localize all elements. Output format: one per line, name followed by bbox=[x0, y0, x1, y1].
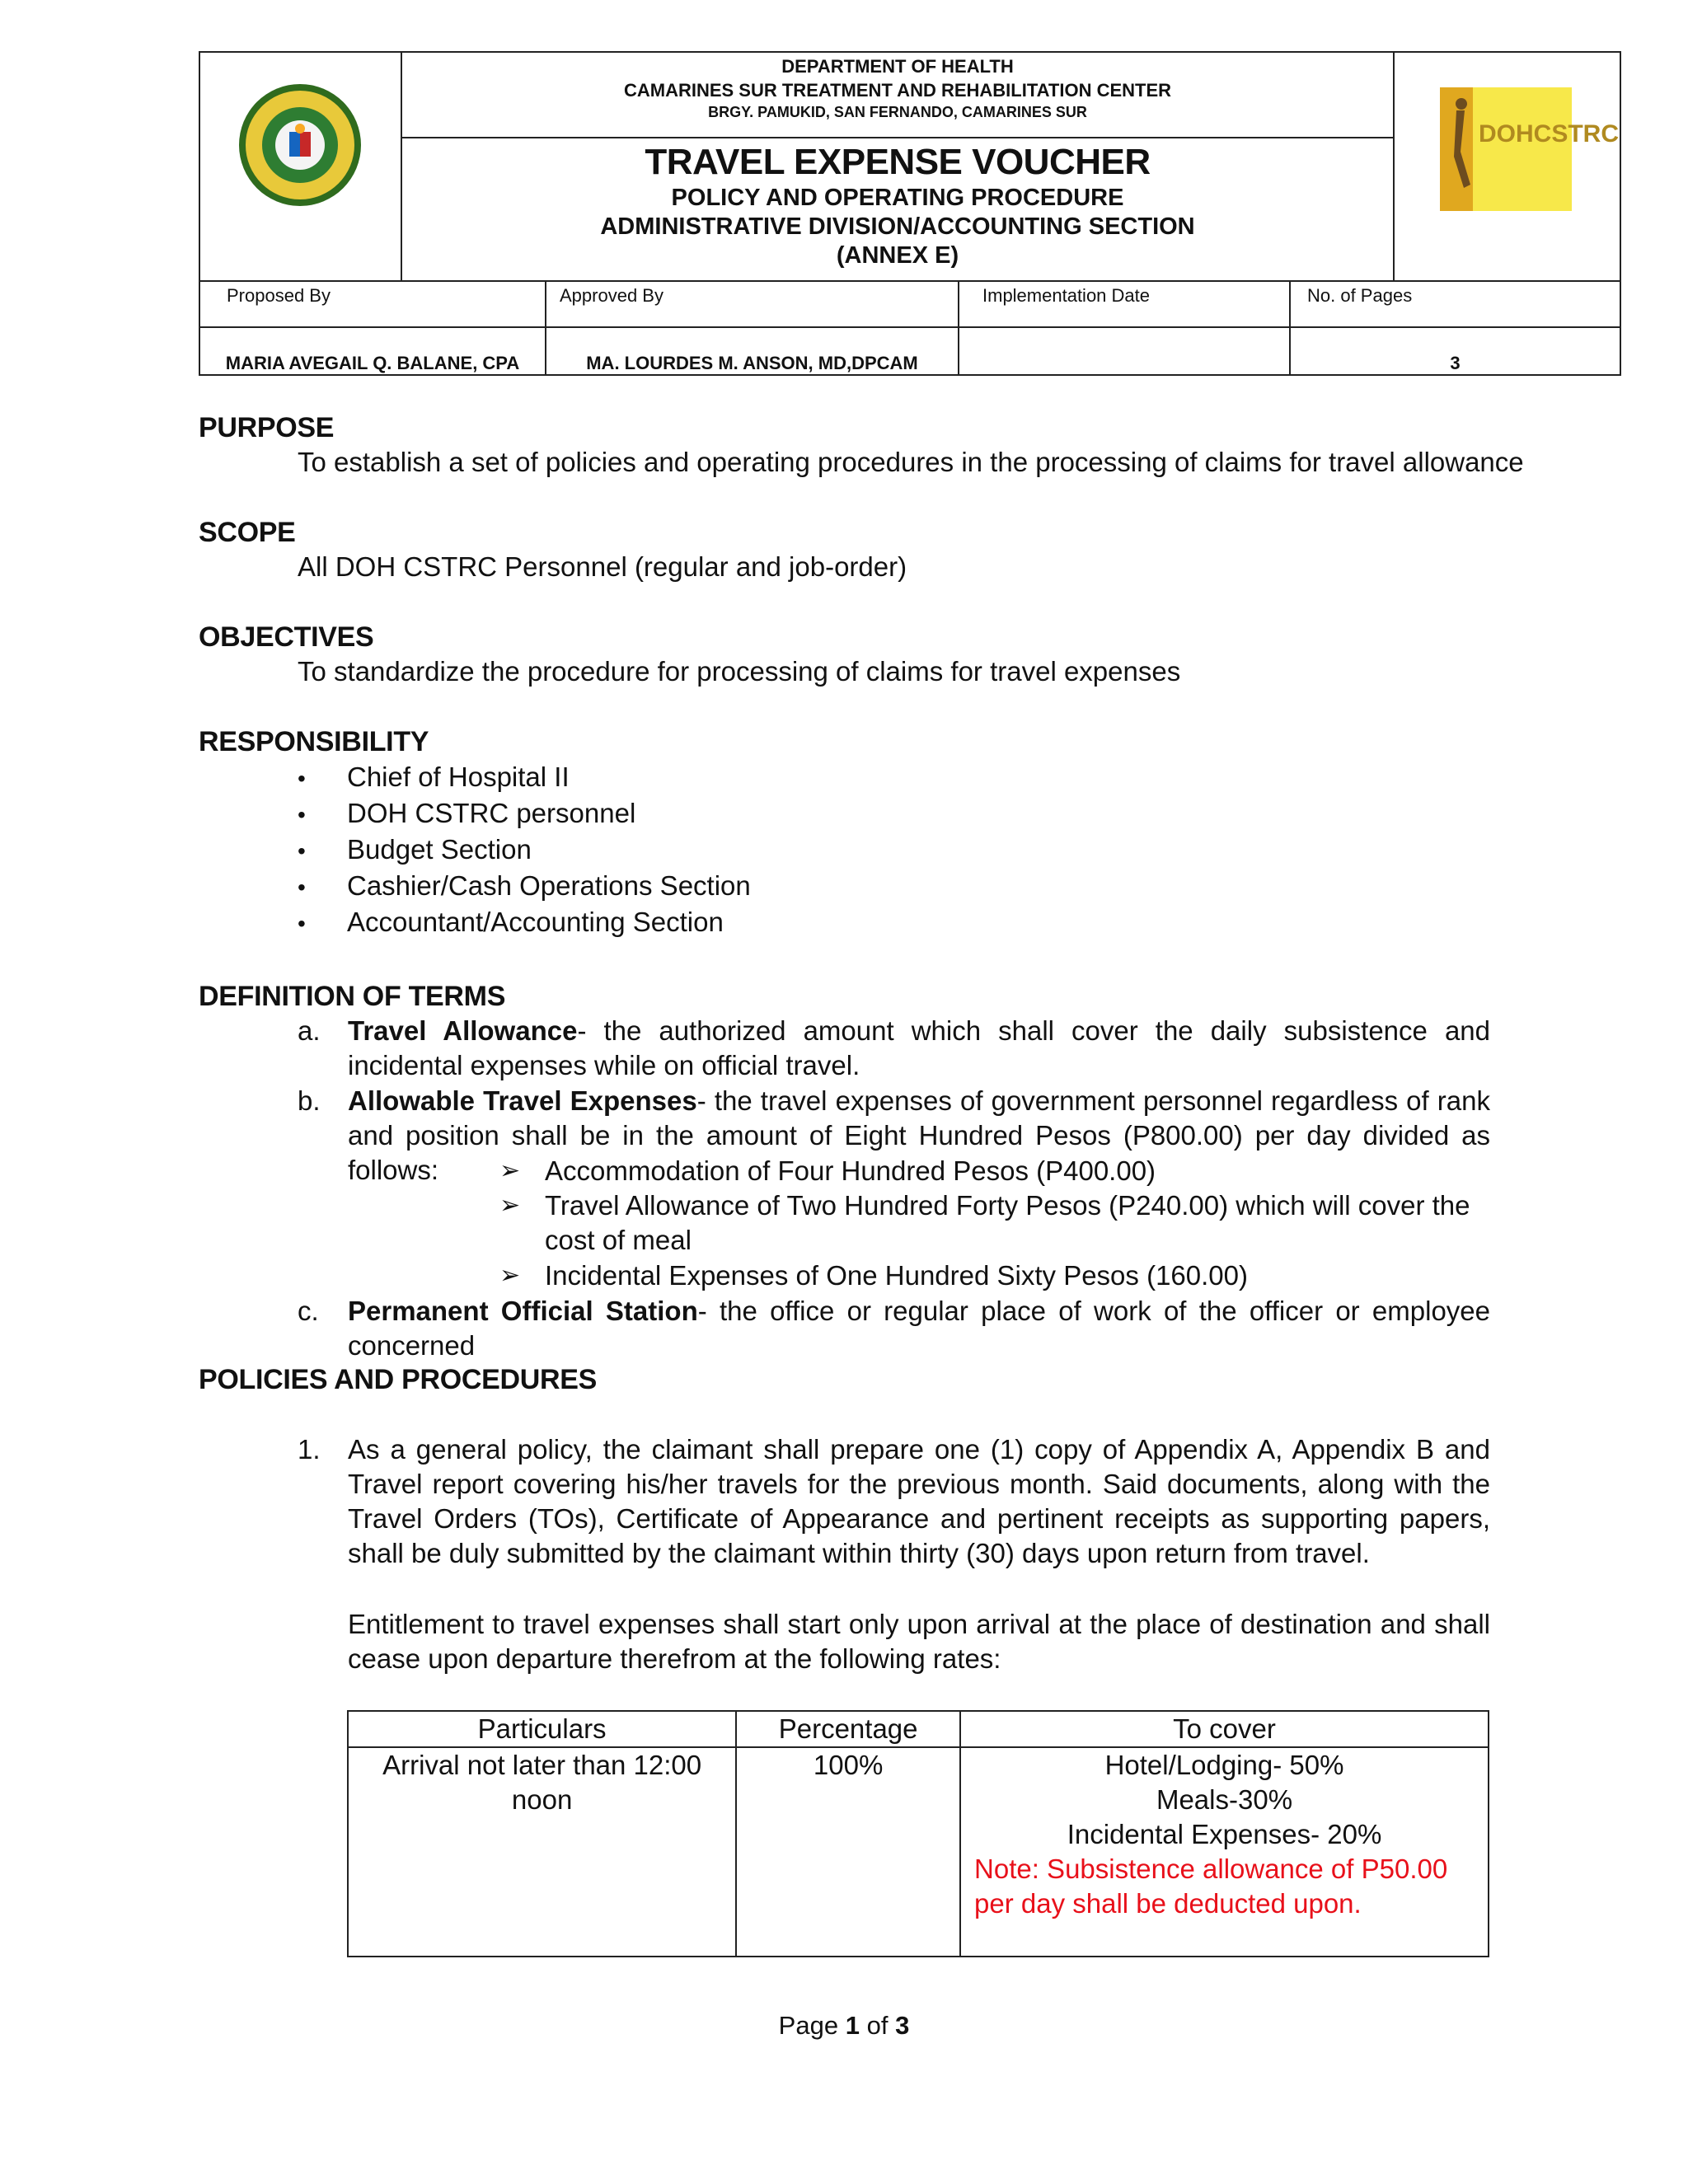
approved-by-label: Approved By bbox=[560, 285, 663, 306]
division-name: ADMINISTRATIVE DIVISION/ACCOUNTING SECTION bbox=[600, 213, 1195, 240]
center-address: BRGY. PAMUKID, SAN FERNANDO, CAMARINES SUR bbox=[708, 104, 1087, 120]
dohcstrc-logo-cell bbox=[1393, 53, 1620, 280]
page-number: 1 bbox=[845, 2011, 860, 2040]
bullet-icon: • bbox=[298, 911, 306, 936]
allowance-item: ➢ Travel Allowance of Two Hundred Forty Pesos (P240.00) which will cover the cost of meal bbox=[499, 1190, 1470, 1255]
implementation-date-label: Implementation Date bbox=[982, 285, 1150, 306]
policy-1-number: 1. bbox=[298, 1434, 321, 1465]
responsibility-item: • Accountant/Accounting Section bbox=[298, 907, 724, 937]
table-row bbox=[348, 1747, 1489, 1957]
approved-by-value: MA. LOURDES M. ANSON, MD,DPCAM bbox=[586, 353, 918, 373]
bullet-icon: • bbox=[298, 838, 306, 864]
objectives-text: To standardize the procedure for processing of claims for travel expenses bbox=[298, 656, 1181, 687]
doh-seal-logo-cell bbox=[200, 53, 402, 280]
definition-a-text: - the authorized amount which shall cover the daily subsistence and incidental expenses while on official travel. bbox=[348, 1015, 1491, 1080]
implementation-date-cell bbox=[959, 282, 1291, 376]
policy-1-entitlement bbox=[298, 1607, 1490, 1676]
objectives-heading: OBJECTIVES bbox=[199, 621, 374, 653]
cell-to-cover bbox=[960, 1747, 1489, 1957]
page-footer bbox=[0, 2011, 1688, 2041]
cell-particulars: Arrival not later than 12:00 noon bbox=[348, 1747, 736, 1957]
definition-a-letter: a. bbox=[298, 1015, 321, 1046]
arrow-bullet-icon: ➢ bbox=[499, 1192, 521, 1219]
dohcstrc-logo-text: DOHCSTRC bbox=[1479, 120, 1619, 148]
bullet-icon: • bbox=[298, 802, 306, 827]
scope-text: All DOH CSTRC Personnel (regular and job-order) bbox=[298, 551, 907, 582]
of-word: of bbox=[866, 2011, 889, 2040]
no-of-pages-cell bbox=[1291, 282, 1620, 376]
doh-seal-icon bbox=[200, 53, 402, 280]
cover-incidental: Incidental Expenses- 20% bbox=[1067, 1819, 1382, 1849]
definition-b-text: - the travel expenses of government personnel regardless of rank and position shall be in the amount of Eight Hundred Pesos (P800.00) per day divided as follows: bbox=[348, 1085, 1490, 1185]
definition-a bbox=[298, 1014, 1490, 1083]
cover-meals: Meals-30% bbox=[1156, 1784, 1293, 1815]
column-header-to-cover: To cover bbox=[960, 1711, 1489, 1747]
allowance-item: ➢ Accommodation of Four Hundred Pesos (P400.00) bbox=[499, 1154, 1490, 1188]
rates-table bbox=[347, 1710, 1489, 1957]
responsibility-item: • Chief of Hospital II bbox=[298, 762, 570, 792]
header-title-block bbox=[402, 138, 1393, 280]
policy-1-entitlement-text: Entitlement to travel expenses shall start only upon arrival at the place of destination and shall cease upon departure therefrom at the following rates: bbox=[348, 1609, 1490, 1674]
purpose-text: To establish a set of policies and operating procedures in the processing of claims for travel allowance bbox=[298, 447, 1524, 477]
definition-b-letter: b. bbox=[298, 1085, 321, 1116]
approved-by-cell bbox=[546, 282, 959, 376]
policies-heading: POLICIES AND PROCEDURES bbox=[199, 1364, 598, 1395]
document-title: TRAVEL EXPENSE VOUCHER bbox=[645, 142, 1151, 182]
table-header-row bbox=[348, 1711, 1489, 1747]
arrow-bullet-icon: ➢ bbox=[499, 1157, 521, 1184]
header-organization bbox=[402, 53, 1393, 138]
definition-heading: DEFINITION OF TERMS bbox=[199, 981, 506, 1012]
no-of-pages-label: No. of Pages bbox=[1307, 285, 1413, 306]
document-header bbox=[199, 51, 1621, 376]
purpose-heading: PURPOSE bbox=[199, 412, 335, 443]
center-name: CAMARINES SUR TREATMENT AND REHABILITATION CENTER bbox=[623, 80, 1172, 101]
responsibility-item: • Cashier/Cash Operations Section bbox=[298, 870, 751, 901]
policy-1-text: As a general policy, the claimant shall prepare one (1) copy of Appendix A, Appendix B and Travel report covering his/her travels for the previous month. Said documents, along with the Travel Orders (TOs), Certificate of Appearance and pertinent receipts as supporting papers, shall be duly submitted by the claimant within thirty (30) days upon return from travel. bbox=[348, 1434, 1490, 1568]
column-header-particulars: Particulars bbox=[348, 1711, 736, 1747]
document-subtitle: POLICY AND OPERATING PROCEDURE bbox=[671, 185, 1124, 211]
cell-percentage: 100% bbox=[736, 1747, 960, 1957]
definition-c bbox=[298, 1294, 1490, 1363]
subsistence-note: Note: Subsistence allowance of P50.00 per day shall be deducted upon. bbox=[974, 1854, 1448, 1919]
dohcstrc-logo-icon bbox=[1395, 53, 1621, 280]
department-name: DEPARTMENT OF HEALTH bbox=[781, 56, 1014, 77]
annex-label: (ANNEX E) bbox=[836, 242, 959, 269]
bullet-icon: • bbox=[298, 874, 306, 900]
no-of-pages-value: 3 bbox=[1450, 353, 1461, 373]
proposed-by-label: Proposed By bbox=[227, 285, 331, 306]
proposed-by-cell bbox=[200, 282, 546, 376]
definition-a-term: Travel Allowance bbox=[348, 1015, 578, 1046]
definition-b-term: Allowable Travel Expenses bbox=[348, 1085, 697, 1116]
arrow-bullet-icon: ➢ bbox=[499, 1262, 521, 1289]
bullet-icon: • bbox=[298, 766, 306, 791]
scope-heading: SCOPE bbox=[199, 517, 296, 548]
page-word: Page bbox=[778, 2011, 839, 2040]
cover-hotel: Hotel/Lodging- 50% bbox=[1104, 1750, 1344, 1780]
responsibility-item: • Budget Section bbox=[298, 834, 532, 865]
definition-c-text: - the office or regular place of work of the officer or employee concerned bbox=[348, 1296, 1490, 1361]
policy-1 bbox=[298, 1432, 1490, 1571]
definition-c-letter: c. bbox=[298, 1296, 319, 1326]
column-header-percentage: Percentage bbox=[736, 1711, 960, 1747]
proposed-by-value: MARIA AVEGAIL Q. BALANE, CPA bbox=[225, 353, 520, 373]
allowance-item: ➢ Incidental Expenses of One Hundred Sixty Pesos (160.00) bbox=[499, 1258, 1490, 1293]
responsibility-item: • DOH CSTRC personnel bbox=[298, 798, 636, 828]
definition-c-term: Permanent Official Station bbox=[348, 1296, 698, 1326]
page-total: 3 bbox=[895, 2011, 910, 2040]
responsibility-heading: RESPONSIBILITY bbox=[199, 726, 429, 757]
signatory-row bbox=[200, 280, 1620, 374]
